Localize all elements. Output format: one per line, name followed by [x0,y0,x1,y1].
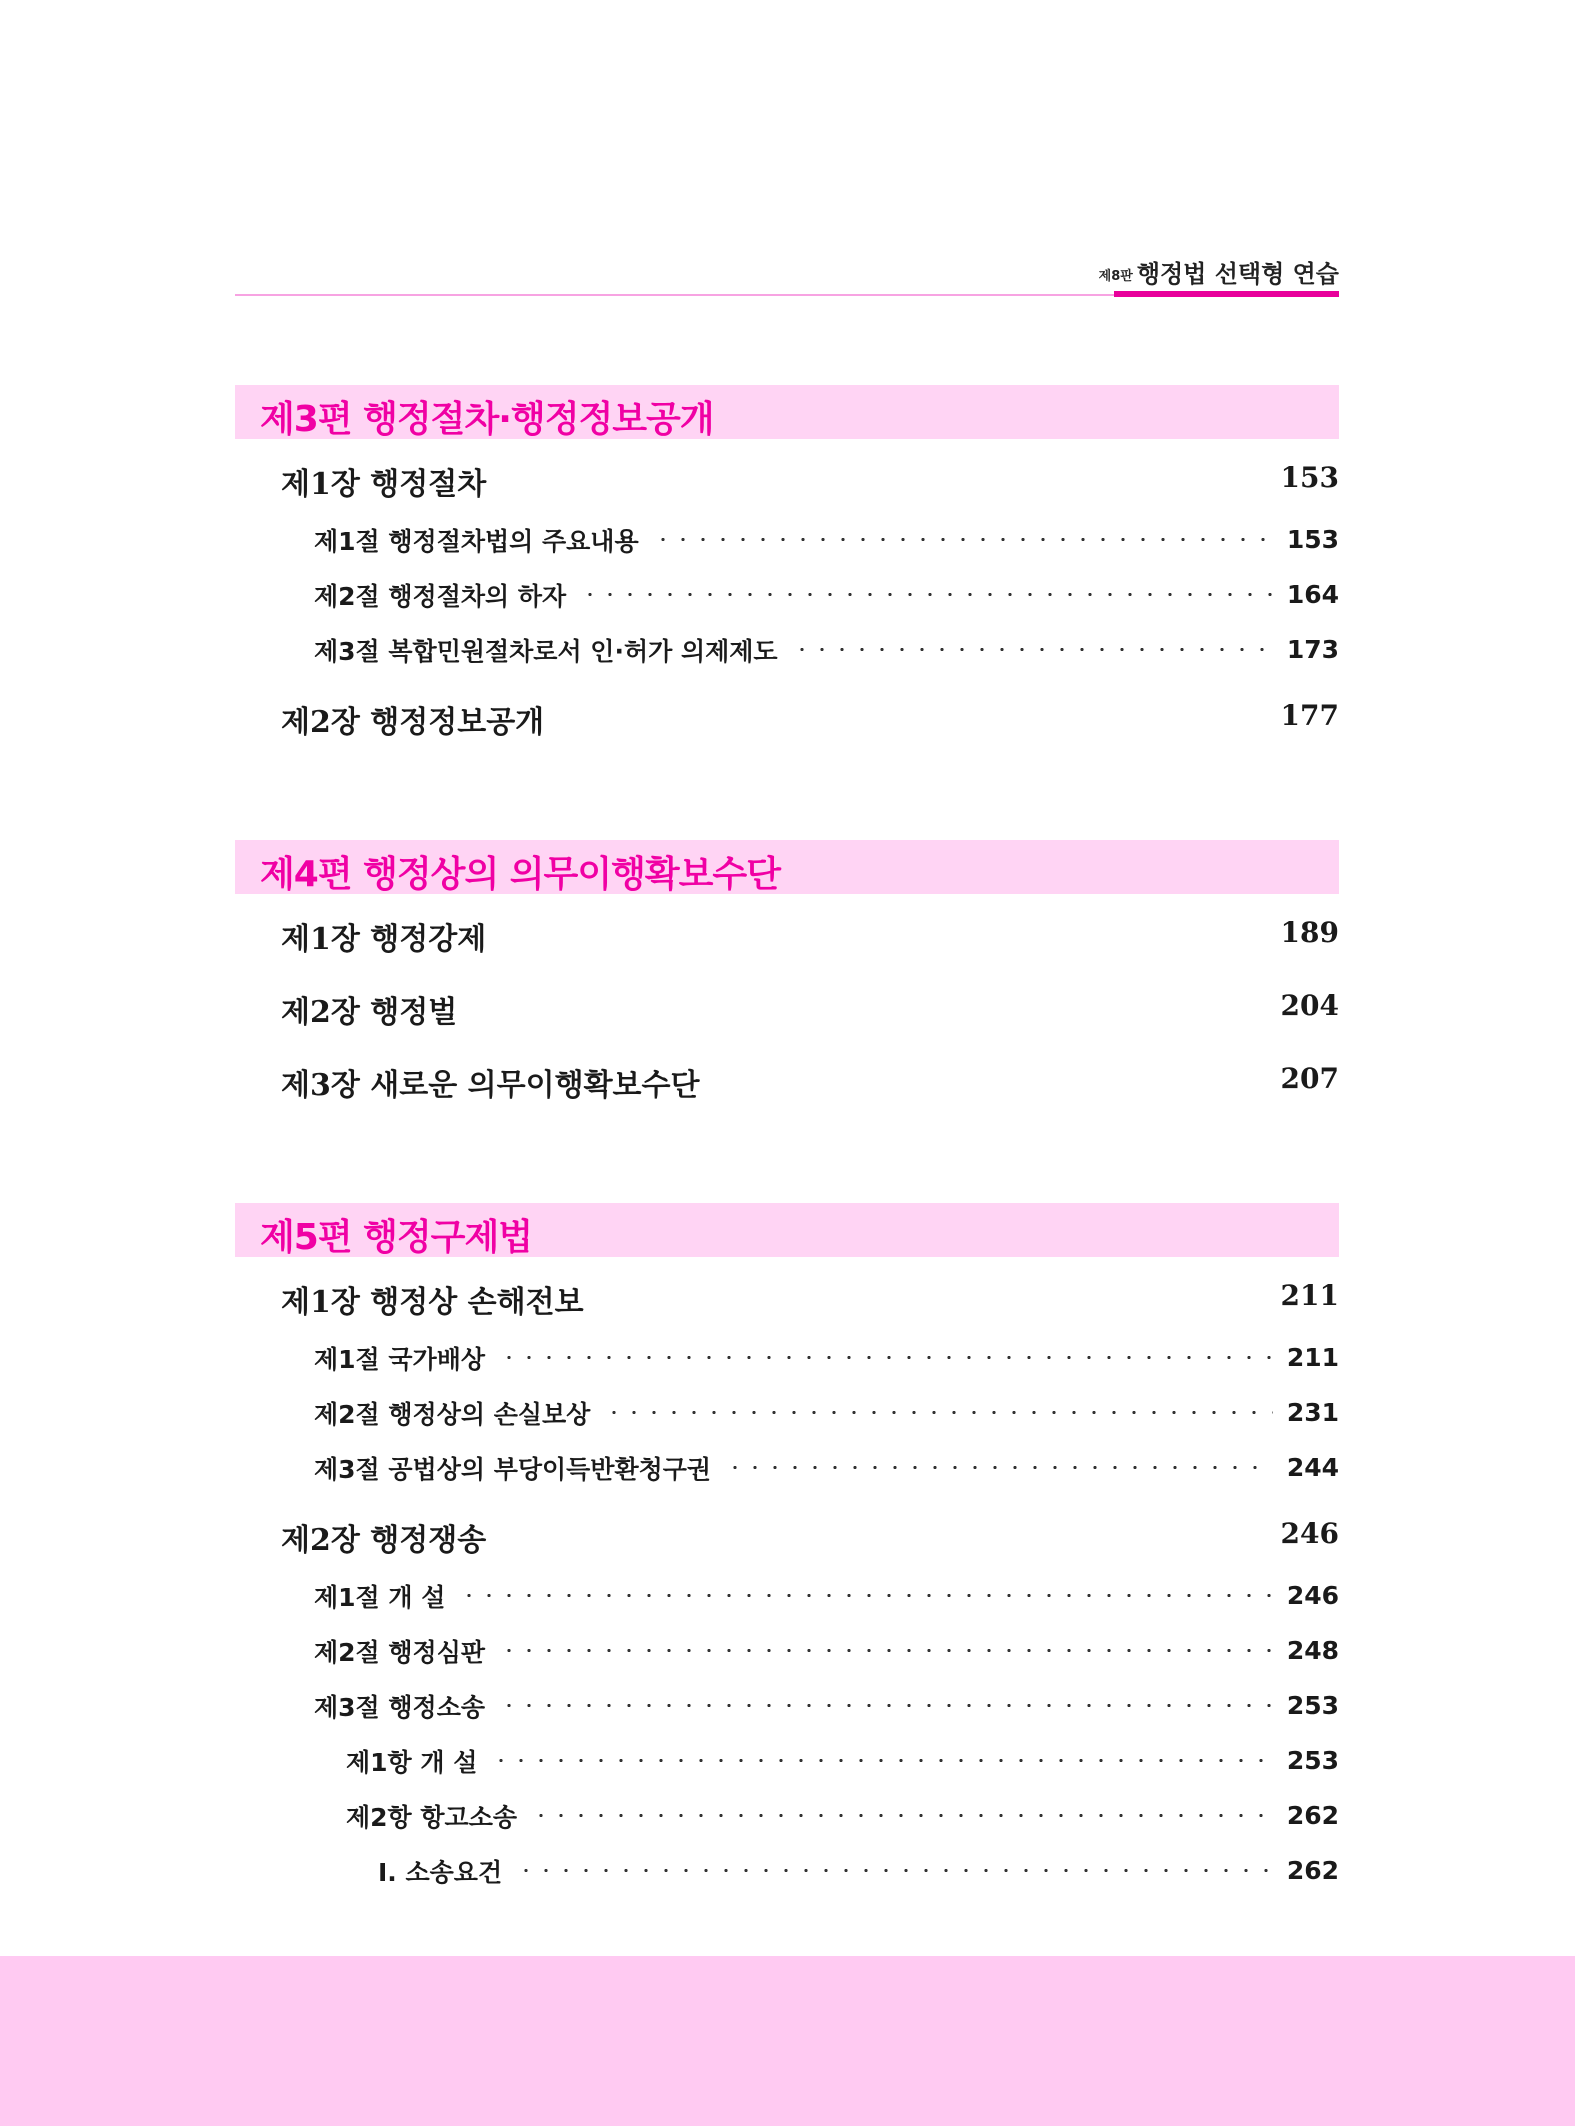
edition-label: 제8판 [1098,269,1133,284]
page-number: 204 [1280,989,1339,1022]
toc-chapter[interactable] [235,439,1339,512]
chapter-label: 제1장 행정상 손해전보 [281,1285,584,1320]
dot-leader [580,593,1273,596]
page-number: 164 [1286,580,1339,609]
section-label: 제3절 복합민원절차로서 인·허가 의제제도 [314,636,778,666]
toc-chapter[interactable] [235,1257,1339,1330]
part-heading-band [235,1203,1339,1257]
chapter-label: 제1장 행정절차 [281,467,487,502]
toc-chapter[interactable] [235,677,1339,750]
page-number: 244 [1286,1453,1339,1482]
page-number: 177 [1280,699,1339,732]
dot-leader [516,1869,1273,1872]
section-label: 제2절 행정절차의 하자 [314,581,567,611]
toc-section[interactable] [235,1330,1339,1385]
dot-leader [653,538,1273,541]
toc-chapter[interactable] [235,1040,1339,1113]
toc-section[interactable] [235,1623,1339,1678]
dot-leader [499,1704,1273,1707]
toc-subsection[interactable] [235,1788,1339,1843]
dot-leader [725,1466,1273,1469]
dot-leader [604,1411,1273,1414]
section-label: 제2절 행정상의 손실보상 [314,1399,591,1429]
page-number: 246 [1280,1517,1339,1550]
footer-band [0,1956,1575,2126]
dot-leader [499,1356,1273,1359]
page-number: 153 [1286,525,1339,554]
part-title: 제4편 행정상의 의무이행확보수단 [260,854,780,895]
toc-section[interactable] [235,512,1339,567]
dot-leader [531,1814,1273,1817]
part-heading-band [235,385,1339,439]
header-accent-bar [1114,291,1339,297]
part-4 [235,840,1339,1113]
page-number: 262 [1286,1856,1339,1885]
section-label: 제1절 국가배상 [314,1344,485,1374]
part-title: 제5편 행정구제법 [260,1217,533,1258]
subsection-label: 제1항 개 설 [346,1747,478,1777]
toc-section[interactable] [235,622,1339,677]
page-number: 231 [1286,1398,1339,1427]
toc-chapter[interactable] [235,894,1339,967]
part-heading-band [235,840,1339,894]
page-number: 207 [1280,1062,1339,1095]
chapter-label: 제3장 새로운 의무이행확보수단 [281,1068,700,1103]
chapter-label: 제2장 행정쟁송 [281,1523,487,1558]
toc-subsection[interactable] [235,1733,1339,1788]
chapter-label: 제2장 행정벌 [281,995,458,1030]
toc-section[interactable] [235,1678,1339,1733]
toc-section[interactable] [235,1440,1339,1495]
section-label: 제3절 공법상의 부당이득반환청구권 [314,1454,712,1484]
chapter-label: 제1장 행정강제 [281,922,487,957]
book-title: 행정법 선택형 연습 [1136,260,1339,288]
section-label: 제1절 개 설 [314,1582,446,1612]
toc-chapter[interactable] [235,967,1339,1040]
toc-chapter[interactable] [235,1495,1339,1568]
page-number: 173 [1286,635,1339,664]
page-number: 246 [1286,1581,1339,1610]
page-number: 253 [1286,1691,1339,1720]
part-5 [235,1203,1339,1898]
page-number: 211 [1280,1279,1339,1312]
section-label: 제3절 행정소송 [314,1692,485,1722]
dot-leader [792,648,1273,651]
section-label: 제1절 행정절차법의 주요내용 [314,526,639,556]
running-header [1099,254,1339,289]
dot-leader [491,1759,1272,1762]
item-label: Ⅰ. 소송요건 [378,1857,503,1887]
toc-item[interactable] [235,1843,1339,1898]
toc-section[interactable] [235,1385,1339,1440]
page-number: 248 [1286,1636,1339,1665]
page-number: 153 [1280,461,1339,494]
page-number: 189 [1280,916,1339,949]
dot-leader [499,1649,1273,1652]
part-3 [235,385,1339,750]
dot-leader [459,1594,1272,1597]
toc-section[interactable] [235,567,1339,622]
part-title: 제3편 행정절차·행정정보공개 [260,399,714,440]
page-number: 253 [1286,1746,1339,1775]
chapter-label: 제2장 행정정보공개 [281,705,545,740]
toc-section[interactable] [235,1568,1339,1623]
page-number: 211 [1286,1343,1339,1372]
section-label: 제2절 행정심판 [314,1637,485,1667]
subsection-label: 제2항 항고소송 [346,1802,517,1832]
page-number: 262 [1286,1801,1339,1830]
